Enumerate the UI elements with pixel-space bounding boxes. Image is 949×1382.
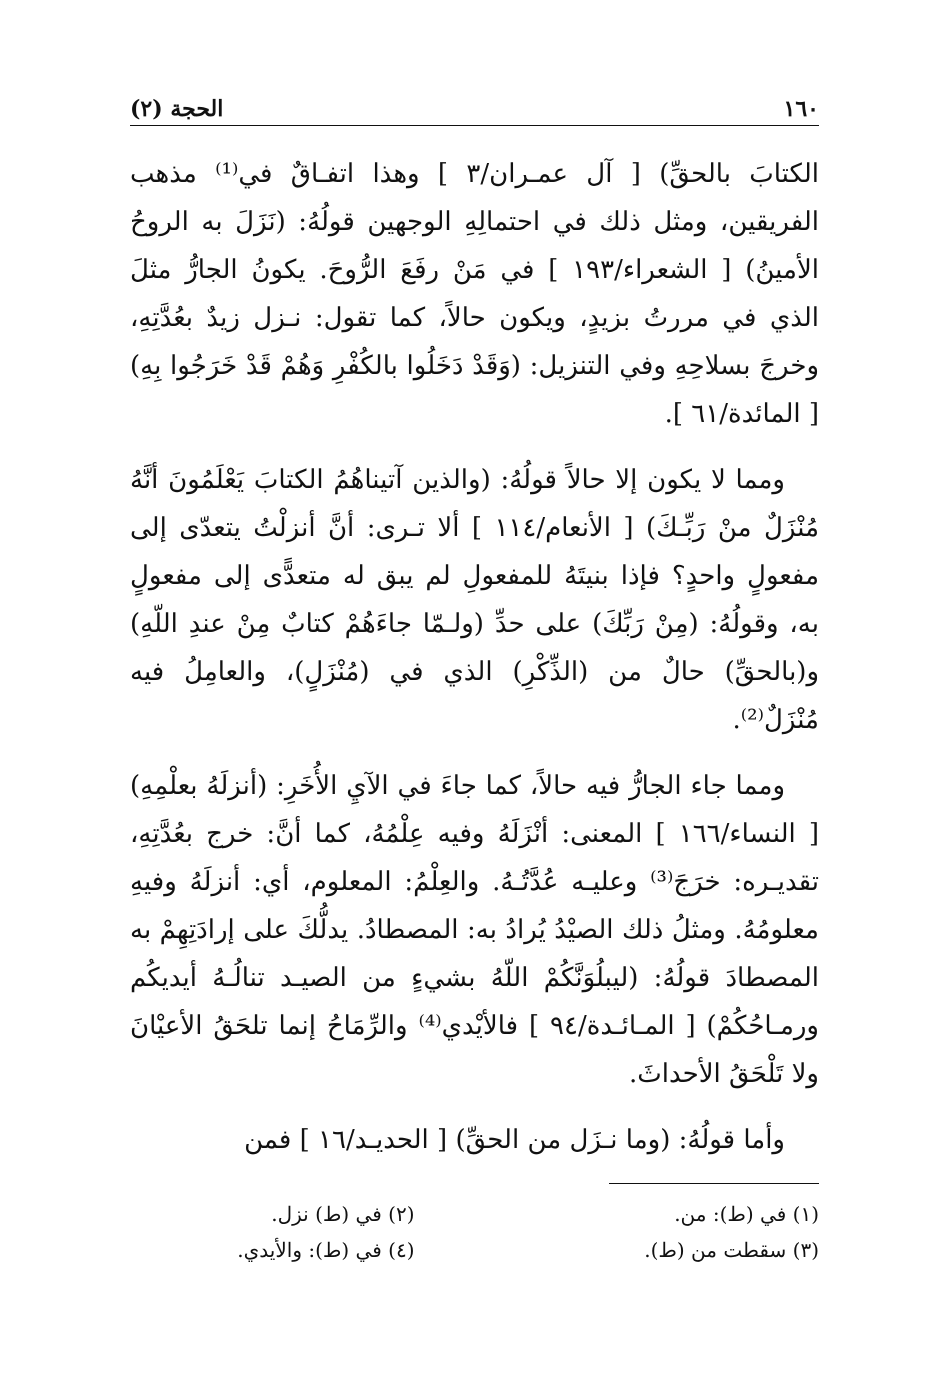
footnote-3: (٣) سقطت من (ط). bbox=[644, 1238, 819, 1262]
header-divider bbox=[130, 125, 819, 126]
paragraph-3: ومما جاء الجارُّ فيه حالاً، كما جاءَ في الآيِ الأُخَرِ: (أنزلَهُ بعلْمِهِ) [ النساء/١٦٦ ] المعنى: أنْزَلَهُ وفيه عِلْمُهُ، كما أنَّ: خرج بعُدَّتِهِ، تقديـره: خرَجَ⁽³⁾ وعليـه عُدَّتُـهُ. والعِلْمُ: المعلوم، أي: أنزلَهُ وفيهِ معلومُهُ. ومثلُ ذلك الصيْدُ يُرادُ به: المصطادُ. يدلُّكَ على إرادَتِهِمْ به المصطادَ قولُهُ: (ليبلُوَنَّكُمْ اللّهُ بشيءٍ من الصيـد تنالُـهُ أيديكُم ورمـاحُكُمْ) [ المـائـدة/٩٤ ] فالأيْدي⁽⁴⁾ والرِّمَاحُ إنما تلحَقُ الأعيْانَ ولا تَلْحَقُ الأحداثَ. bbox=[130, 771, 819, 1089]
footnote-4: (٤) في (ط): والأيدي. bbox=[237, 1238, 415, 1262]
page-number: ١٦٠ bbox=[783, 96, 819, 122]
footnote-1: (١) في (ط): من. bbox=[674, 1202, 819, 1226]
paragraph-1: الكتابَ بالحقِّ) [ آل عمـران/٣ ] وهذا اتفـاقٌ في⁽¹⁾ مذهب الفريقين، ومثل ذلك في احتمالِهِ الوجهين قولُهُ: (نَزَلَ به الروحُ الأمينُ) [ الشعراء/١٩٣ ] في مَنْ رفَعَ الرُّوحَ. يكونُ الجارُّ مثلَ الذي في مررتُ بزيدٍ، ويكون حالاً، كما تقول: نـزل زيدٌ بعُدَّتِهِ، وخرجَ بسلاحِهِ وفي التنزيل: (وَقَدْ دَخَلُوا بالكُفْرِ وَهُمْ قَدْ خَرَجُوا بِهِ) [ المائدة/٦١ ]. bbox=[130, 159, 820, 429]
footnote-divider bbox=[609, 1183, 819, 1184]
page-header bbox=[130, 88, 819, 122]
footnotes bbox=[130, 1196, 819, 1268]
paragraph-4: وأما قولُهُ: (وما نـزَل من الحقِّ) [ الحديـد/١٦ ] فمن bbox=[244, 1125, 785, 1155]
body-text bbox=[130, 150, 819, 1164]
running-title: الحجة (٢) bbox=[130, 96, 224, 122]
paragraph-2: ومما لا يكون إلا حالاً قولُهُ: (والذين آتيناهُمُ الكتابَ يَعْلَمُونَ أنَّهُ مُنْزَلٌ منْ رَبِّـكَ) [ الأنعام/١١٤ ] ألا تـرى: أنَّ أنزلْتُ يتعدّى إلى مفعولٍ واحدٍ؟ فإذا بنيتَهُ للمفعولِ لم يبق له متعدًّى إلى مفعولٍ به، وقولُهُ: (مِنْ رَبِّكَ) على حدِّ (ولـمّا جاءَهُمْ كتابٌ مِنْ عندِ اللّهِ) و(بالحقِّ) حالٌ من (الذِّكْرِ) الذي في (مُنْزَلٍ)، والعامِلُ فيه مُنْزَلٌ⁽²⁾. bbox=[130, 465, 819, 735]
footnote-2: (٢) في (ط) نزل. bbox=[271, 1202, 415, 1226]
